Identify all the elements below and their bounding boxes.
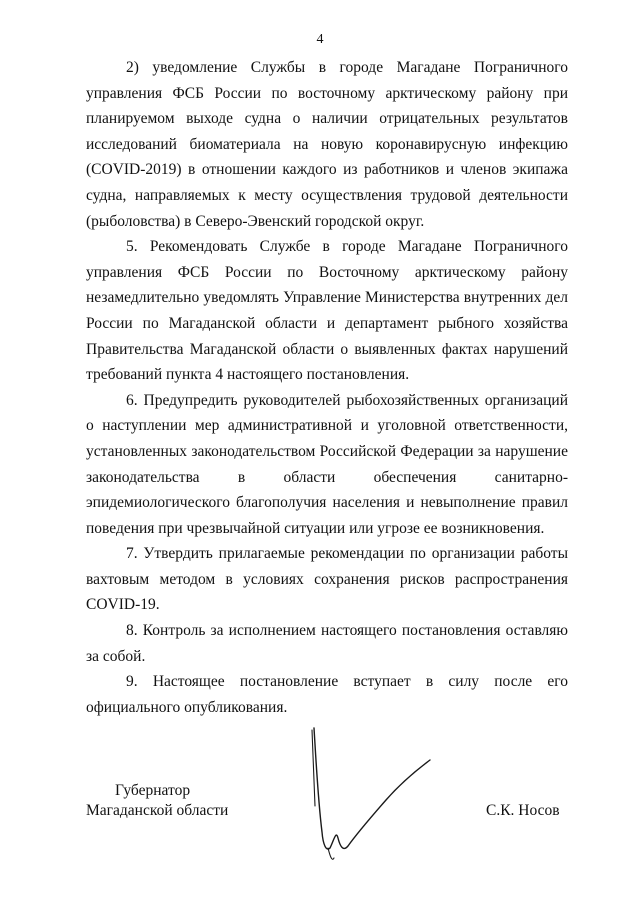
- paragraph-5-recommend-border-service: 5. Рекомендовать Службе в городе Магадане Пограничного управления ФСБ России по Восточному арктическому району незамедлительно уведомлять Управление Министерства внутренних дел России по Магаданской области и департамент рыбного хозяйства Правительства Магаданской области о выявленных фактах нарушений требований пункта 4 настоящего постановления.: [86, 238, 568, 384]
- handwritten-signature: [300, 720, 440, 870]
- paragraph-9-entry-into-force: 9. Настоящее постановление вступает в силу после его официального опубликования.: [86, 673, 568, 716]
- document-body: [86, 55, 568, 720]
- signatory-name: С.К. Носов: [486, 802, 560, 819]
- page-number: 4: [316, 32, 324, 47]
- signatory-title-line-1: Губернатор: [115, 782, 191, 799]
- paragraph-7-approve-recommendations: 7. Утвердить прилагаемые рекомендации по организации работы вахтовым методом в условиях сохранения рисков распространения COVID-19.: [86, 545, 568, 614]
- signatory-title-line-2: Магаданской области: [86, 802, 229, 819]
- paragraph-8-control: 8. Контроль за исполнением настоящего постановления оставляю за собой.: [86, 622, 568, 665]
- paragraph-item-2-notification: 2) уведомление Службы в городе Магадане Пограничного управления ФСБ России по восточному арктическому району при планируемом выходе судна о наличии отрицательных результатов исследований биоматериала на новую коронавирусную инфекцию (COVID-2019) в отношении каждого из работников и членов экипажа судна, направляемых к месту осуществления трудовой деятельности (рыболовства) в Северо-Эвенский городской округ.: [86, 59, 568, 230]
- paragraph-6-warn-managers: 6. Предупредить руководителей рыбохозяйственных организаций о наступлении мер административной и уголовной ответственности, установленных законодательством Российской Федерации за нарушение законодательства в области обеспечения санитарно-эпидемиологического благополучия населения и невыполнение правил поведения при чрезвычайной ситуации или угрозе ее возникновения.: [86, 391, 568, 537]
- signature-block: [0, 720, 640, 880]
